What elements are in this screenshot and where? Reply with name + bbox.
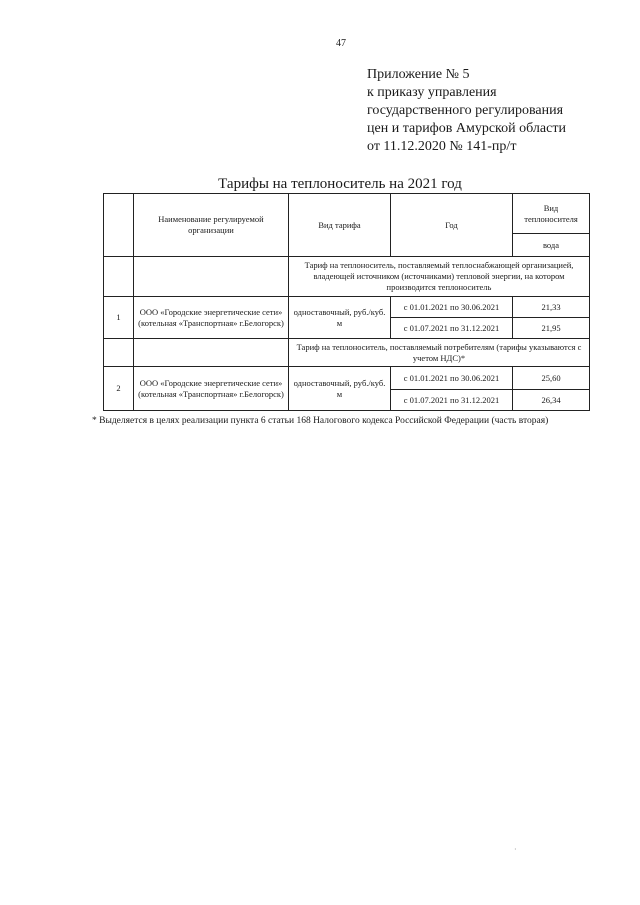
period-cell: с 01.01.2021 по 30.06.2021: [391, 297, 513, 318]
table-row: [104, 297, 590, 318]
section-heading-row: [104, 257, 590, 297]
page-number: 47: [336, 38, 346, 49]
value-cell: 21,33: [513, 297, 590, 318]
appendix-reference: [367, 66, 629, 156]
header-year: Год: [391, 194, 513, 257]
tariff-type-cell: одноставочный, руб./куб. м: [289, 297, 391, 339]
section-2-heading: Тариф на теплоноситель, поставляемый потребителям (тарифы указываются с учетом НДС)*: [289, 339, 590, 367]
header-coolant-type: Вид теплоносителя: [513, 194, 590, 234]
table-row: [104, 367, 590, 390]
value-cell: 21,95: [513, 318, 590, 339]
row-number: 2: [104, 367, 134, 411]
period-cell: с 01.07.2021 по 31.12.2021: [391, 318, 513, 339]
header-tariff-type: Вид тарифа: [289, 194, 391, 257]
appendix-line-3: государственного регулирования: [367, 103, 564, 118]
value-cell: 25,60: [513, 367, 590, 390]
period-cell: с 01.07.2021 по 31.12.2021: [391, 390, 513, 411]
scan-mark: ·: [514, 845, 517, 854]
appendix-line-2: к приказу управления: [367, 85, 497, 100]
footnote: * Выделяется в целях реализации пункта 6 статьи 168 Налогового кодекса Российской Федерации (часть вторая): [92, 416, 549, 426]
section-heading-row: [104, 339, 590, 367]
organization-cell: ООО «Городские энергетические сети» (котельная «Транспортная» г.Белогорск): [134, 297, 289, 339]
appendix-line-5: от 11.12.2020 № 141-пр/т: [367, 139, 517, 154]
value-cell: 26,34: [513, 390, 590, 411]
header-organization: Наименование регулируемой организации: [134, 194, 289, 257]
tariff-table: [103, 193, 590, 411]
section-1-heading: Тариф на теплоноситель, поставляемый теплоснабжающей организацией, владеющей источником (источниками) тепловой энергии, на котором производится теплоноситель: [289, 257, 590, 297]
tariff-type-cell: одноставочный, руб./куб. м: [289, 367, 391, 411]
appendix-line-1: Приложение № 5: [367, 67, 470, 82]
appendix-line-4: цен и тарифов Амурской области: [367, 121, 566, 136]
organization-cell: ООО «Городские энергетические сети» (котельная «Транспортная» г.Белогорск): [134, 367, 289, 411]
header-water: вода: [513, 234, 590, 257]
document-title: Тарифы на теплоноситель на 2021 год: [218, 176, 462, 192]
header-number: [104, 194, 134, 257]
table-header-row: [104, 194, 590, 234]
row-number: 1: [104, 297, 134, 339]
period-cell: с 01.01.2021 по 30.06.2021: [391, 367, 513, 390]
